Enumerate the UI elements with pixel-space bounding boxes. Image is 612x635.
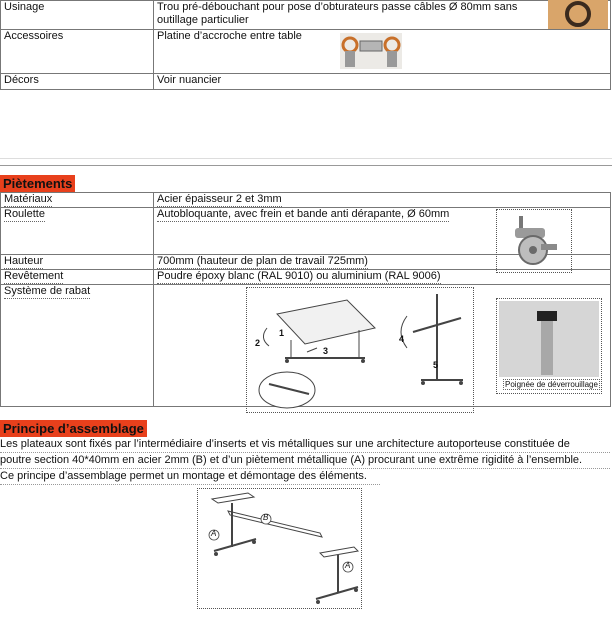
section-heading-assemblage: Principe d’assemblage [0, 420, 147, 437]
row-label: Roulette [1, 208, 154, 255]
step-number: 1 [279, 328, 285, 338]
row-label: Matériaux [1, 193, 154, 208]
row-value: Poudre époxy blanc (RAL 9010) ou aluminium (RAL 9006) [154, 270, 611, 285]
divider [0, 158, 612, 159]
row-value: Trou pré-débouchant pour pose d’obturateurs passe câbles Ø 80mm sans outillage particulier [154, 1, 611, 30]
row-value: Platine d’accroche entre table [154, 30, 611, 74]
row-value: Voir nuancier [154, 74, 611, 90]
row-value: 700mm (hauteur de plan de travail 725mm) [154, 255, 611, 270]
part-label: B [263, 513, 269, 522]
row-label: Usinage [1, 1, 154, 30]
row-label: Système de rabat [1, 285, 154, 407]
paragraph-line: Les plateaux sont fixés par l’intermédiaire d’inserts et vis métalliques sur une architecture autoporteuse constituée de [0, 437, 610, 453]
row-label: Accessoires [1, 30, 154, 74]
table-row [1, 74, 611, 90]
row-value: Acier épaisseur 2 et 3mm [154, 193, 611, 208]
row-label: Décors [1, 74, 154, 90]
frame-drawing [198, 489, 361, 608]
caster-icon [497, 210, 571, 272]
assembly-paragraph [0, 437, 610, 485]
row-label: Hauteur [1, 255, 154, 270]
table-row [1, 1, 611, 30]
section-heading-pietements: Piètements [0, 175, 75, 192]
part-label: A [211, 529, 217, 538]
row-label: Revêtement [1, 270, 154, 285]
photo-caption: Poignée de déverrouillage [505, 380, 598, 389]
paragraph-line: poutre section 40*40mm en acier 2mm (B) et d’un piètement métallique (A) procurant une extrême rigidité à l’ensemble. [0, 453, 610, 469]
part-label: A [345, 561, 351, 570]
table-row [1, 193, 611, 208]
step-number: 2 [255, 338, 261, 348]
table-row [1, 30, 611, 74]
step-number: 3 [323, 346, 329, 356]
release-handle-photo [496, 298, 602, 394]
top-spec-table [0, 0, 611, 90]
handle-icon [497, 299, 601, 377]
row-value: Autobloquante, avec frein et bande anti dérapante, Ø 60mm [154, 208, 611, 255]
grommet-ring-image [548, 0, 608, 29]
paragraph-line: Ce principe d’assemblage permet un montage et démontage des éléments. [0, 469, 380, 485]
folding-system-diagram [246, 287, 474, 413]
step-number: 5 [433, 360, 439, 370]
caster-photo [496, 209, 572, 273]
platine-photo [340, 33, 402, 69]
table-row [1, 208, 611, 255]
step-number: 4 [399, 334, 405, 344]
folding-table-drawing [247, 288, 473, 412]
divider [0, 165, 612, 166]
assembly-diagram [197, 488, 362, 609]
